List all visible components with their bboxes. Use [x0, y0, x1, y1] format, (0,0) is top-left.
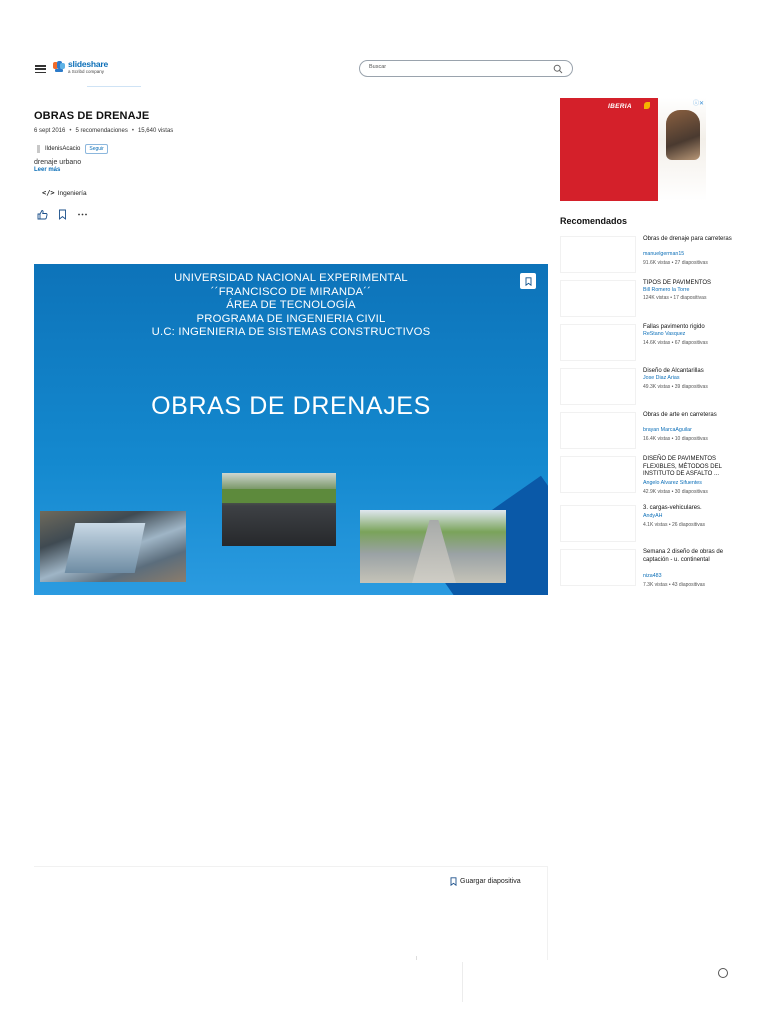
thumbs-up-icon	[37, 209, 48, 220]
slideshare-logo-mark	[53, 61, 65, 73]
canal-photo-2	[222, 473, 336, 546]
recommended-author[interactable]: ReStano Vasquez	[643, 331, 686, 337]
recommended-thumbnail[interactable]	[560, 412, 636, 449]
recommended-item[interactable]	[560, 549, 740, 589]
document-views: 15,640 vistas	[137, 128, 174, 134]
bookmark-icon	[449, 877, 458, 886]
save-slide-label: Guargar diapositiva	[460, 878, 521, 885]
meta-separator: •	[69, 128, 72, 134]
ad-figure	[666, 110, 700, 160]
recommended-stats: 49.3K vistas • 39 diapositivas	[643, 384, 708, 390]
recommended-item[interactable]	[560, 324, 740, 364]
recommended-title[interactable]: Diseño de Alcantarillas	[643, 368, 704, 374]
canal-photo-3	[360, 510, 506, 583]
top-header	[0, 52, 768, 88]
recommended-title[interactable]: DISEÑO DE PAVIMENTOS FLEXIBLES, MÉTODOS DEL INSTITUTO DE ASFALTO ...	[643, 456, 722, 478]
divider	[416, 956, 417, 960]
recommended-author[interactable]: AndyAH	[643, 513, 663, 519]
slide-header-line: U.C: INGENIERIA DE SISTEMAS CONSTRUCTIVOS	[151, 326, 431, 338]
save-slide-button[interactable]	[449, 877, 521, 886]
meta-separator: •	[131, 128, 134, 134]
recommended-title[interactable]: Obras de drenaje para carreteras	[643, 236, 732, 242]
read-more-link[interactable]: Leer más	[34, 167, 61, 173]
recommended-item[interactable]	[560, 456, 740, 496]
recommended-item[interactable]	[560, 505, 740, 545]
recommended-item[interactable]	[560, 368, 740, 408]
recommended-stats: 14.6K vistas • 67 diapositivas	[643, 340, 708, 346]
advertisement[interactable]	[560, 98, 706, 201]
chat-icon[interactable]	[718, 968, 728, 978]
recommended-author[interactable]: Bill Romero la Torre	[643, 287, 690, 293]
slide-header-line: UNIVERSIDAD NACIONAL EXPERIMENTAL	[174, 272, 408, 284]
recommended-author[interactable]: niza483	[643, 573, 662, 579]
document-description: drenaje urbano	[34, 159, 82, 166]
recommended-title[interactable]: 3. cargas-vehiculares.	[643, 505, 702, 511]
logo-name: slideshare	[68, 59, 109, 69]
ad-image	[658, 98, 706, 201]
recommended-thumbnail[interactable]	[560, 324, 636, 361]
more-options-button[interactable]	[77, 209, 88, 220]
recommended-title[interactable]: TIPOS DE PAVIMENTOS	[643, 280, 712, 286]
iberia-logo-icon	[644, 102, 650, 109]
recommended-title[interactable]: Fallas pavimento rigido	[643, 324, 705, 330]
slide-header-line: ´´FRANCISCO DE MIRANDA´´	[210, 285, 372, 298]
recommended-item[interactable]	[560, 280, 740, 320]
recommended-author[interactable]: manuelgerman15	[643, 251, 685, 257]
canal-photo-1	[40, 511, 186, 582]
hamburger-menu-icon[interactable]	[35, 65, 46, 73]
recommended-stats: 7.3K vistas • 43 diapositivas	[643, 582, 706, 588]
recommended-item[interactable]	[560, 236, 740, 276]
category-label: Ingeniería	[57, 189, 87, 197]
recommended-thumbnail[interactable]	[560, 368, 636, 405]
search-bar[interactable]	[359, 60, 573, 77]
code-icon: </>	[42, 189, 55, 197]
slide-title: OBRAS DE DRENAJES	[151, 392, 431, 420]
action-bar	[37, 209, 88, 220]
bookmark-icon	[524, 277, 533, 286]
search-input[interactable]: Buscar	[369, 64, 387, 70]
document-date: 6 sept 2016	[34, 128, 66, 134]
recommended-thumbnail[interactable]	[560, 456, 636, 493]
search-icon[interactable]	[553, 64, 563, 74]
recommended-thumbnail[interactable]	[560, 280, 636, 317]
nav-underline	[87, 86, 141, 87]
slide-bookmark-button[interactable]	[520, 273, 536, 289]
recommended-author[interactable]: Jose Diaz Arias	[643, 375, 680, 381]
slide-header	[34, 272, 548, 340]
recommended-author[interactable]: Angelo Alvarez Sifuentes	[643, 480, 702, 486]
recommended-stats: 16.4K vistas • 10 diapositivas	[643, 436, 708, 442]
recommended-stats: 42.9K vistas • 30 diapositivas	[643, 489, 708, 495]
slideshare-logo[interactable]	[53, 60, 108, 74]
category-tag[interactable]	[42, 189, 87, 197]
recommended-stats: 124K vistas • 17 diapositivas	[643, 295, 707, 301]
recommended-title[interactable]: Obras de arte en carreteras	[643, 412, 717, 418]
slide-header-line: ÁREA DE TECNOLOGÍA	[226, 299, 356, 311]
recommended-stats: 4.1K vistas • 26 diapositivas	[643, 522, 706, 528]
avatar[interactable]	[37, 145, 40, 153]
document-recommendations: 5 recomendaciones	[75, 128, 128, 134]
author-row	[37, 144, 108, 154]
recommended-title[interactable]: Semana 2 diseño de obras de captación - u. continental	[643, 549, 724, 563]
divider	[462, 962, 463, 1002]
recommended-thumbnail[interactable]	[560, 549, 636, 586]
slide-viewer[interactable]	[34, 264, 548, 595]
like-button[interactable]	[37, 209, 48, 220]
ad-brand: IBERIA	[608, 103, 632, 110]
slide-header-line: PROGRAMA DE INGENIERIA CIVIL	[196, 312, 386, 325]
recommended-thumbnail[interactable]	[560, 505, 636, 542]
ad-choices-icon[interactable]: ⓘ✕	[692, 101, 704, 107]
save-button[interactable]	[57, 209, 68, 220]
recommended-item[interactable]	[560, 412, 740, 452]
bookmark-icon	[57, 209, 68, 220]
document-title: OBRAS DE DRENAJE	[34, 110, 150, 122]
more-dots-icon	[77, 209, 88, 220]
recommended-stats: 91.6K vistas • 27 diapositivas	[643, 260, 708, 266]
logo-subtitle: a Scribd company	[68, 68, 105, 74]
recommended-author[interactable]: brayan MarcaAguilar	[643, 427, 692, 433]
author-name[interactable]: IldenisAcacio	[45, 146, 81, 152]
follow-button[interactable]: Seguir	[85, 144, 107, 154]
recommended-heading: Recomendados	[560, 216, 628, 226]
recommended-thumbnail[interactable]	[560, 236, 636, 273]
document-meta	[34, 128, 173, 134]
